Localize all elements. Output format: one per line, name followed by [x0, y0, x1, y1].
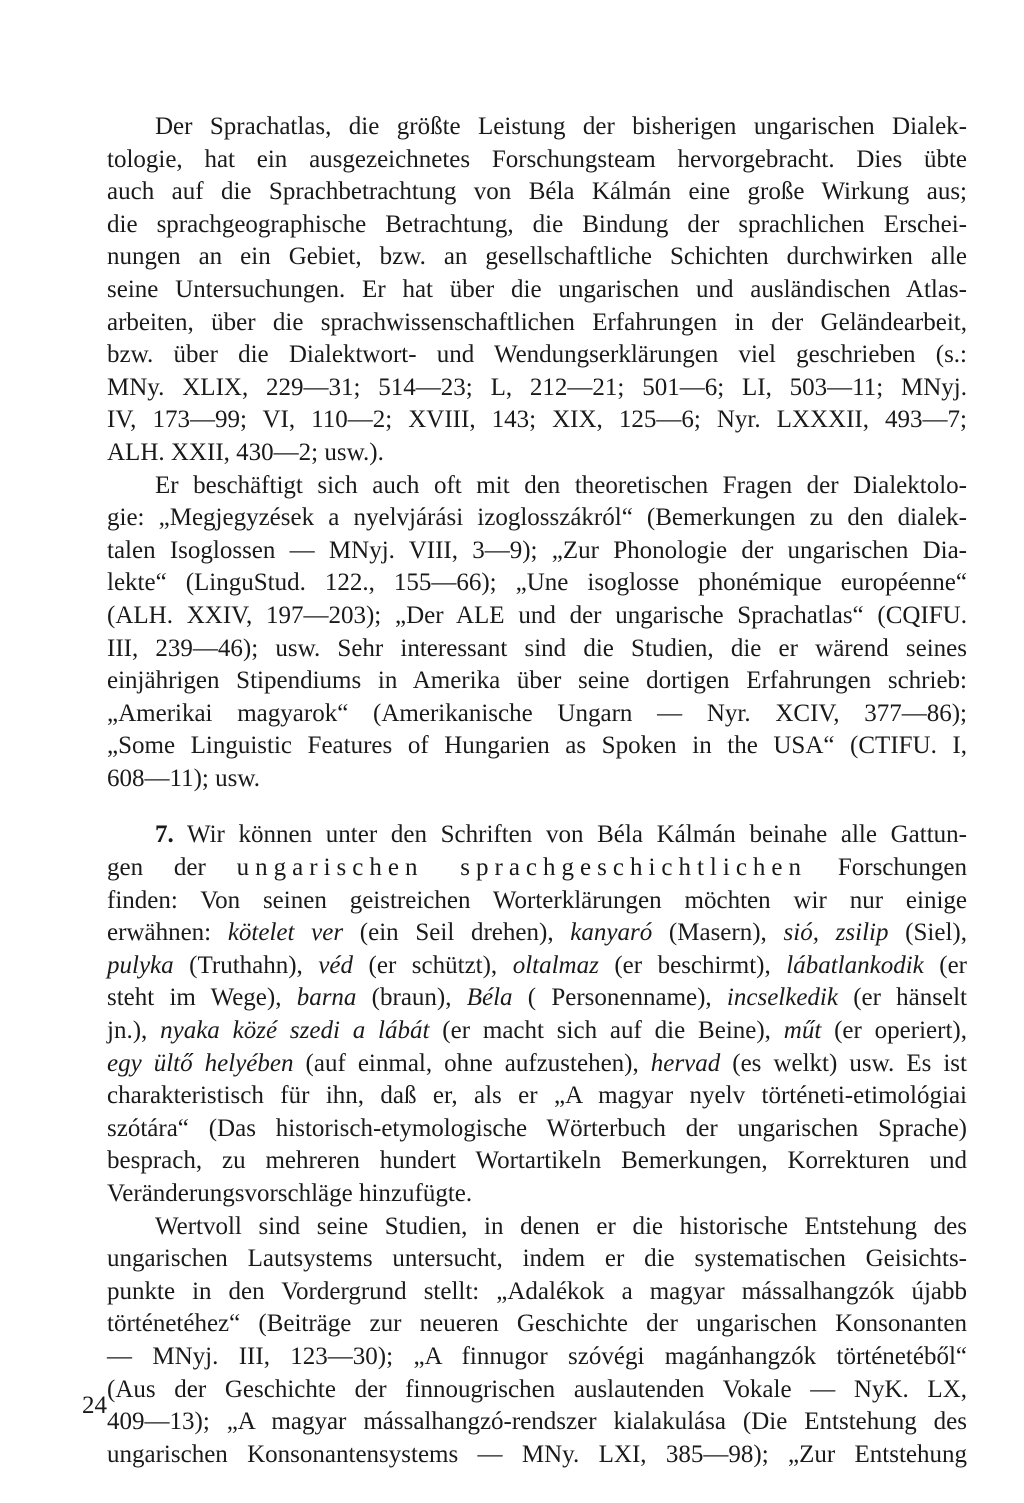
spaced-emphasis: ungarischen sprachgeschichtlichen — [236, 854, 808, 882]
section-first-line — [107, 819, 967, 852]
text-segment: Forschungen — [807, 854, 968, 882]
text-line: lekte“ (LinguStud. 122., 155—66); „Une isoglosse phonémique européenne“ — [107, 569, 967, 597]
text-line — [107, 982, 967, 1015]
text-line: 608—11); usw. — [107, 764, 261, 792]
text-line: „Amerikai magyarok“ (Amerikanische Ungarn — Nyr. XCIV, 377—86); — [107, 699, 967, 727]
text-segment: (es welkt) usw. Es ist — [720, 1049, 967, 1077]
text-segment: (Masern), — [652, 919, 784, 947]
text-line: besprach, zu mehreren hundert Wortartikeln Bemerkungen, Korrekturen und — [107, 1147, 967, 1175]
italic-term: kanyaró — [570, 919, 653, 947]
text-line: nungen an ein Gebiet, bzw. an gesellschaftliche Schichten durchwirken alle — [107, 243, 967, 271]
text-line: „Some Linguistic Features of Hungarien as Spoken in the USA“ (CTIFU. I, — [107, 732, 967, 760]
section-gap — [107, 795, 967, 819]
text-line: die sprachgeographische Betrachtung, die Bindung der sprachlichen Erschei- — [107, 210, 967, 238]
text-segment: (braun), — [356, 984, 467, 1012]
text-line: tologie, hat ein ausgezeichnetes Forschungsteam hervorgebracht. Dies übte — [107, 145, 967, 173]
italic-term: incselkedik — [726, 984, 838, 1012]
section-second-line — [107, 852, 967, 885]
body-text — [107, 111, 967, 1471]
text-segment: (er macht sich auf die Beine), — [429, 1017, 784, 1045]
italic-term: nyaka közé szedi a lábát — [160, 1017, 430, 1045]
text-line: Er beschäftigt sich auch oft mit den theoretischen Fragen der Dialektolo- — [155, 471, 967, 499]
section-first-line-text: Wir können unter den Schriften von Béla Kálmán beinahe alle Gattun- — [173, 821, 967, 849]
text-line: charakteristisch für ihn, daß er, als er „A magyar nyelv történeti-etimológiai — [107, 1082, 967, 1110]
text-segment: (er beschirmt), — [598, 951, 787, 979]
text-line: auch auf die Sprachbetrachtung von Béla Kálmán eine große Wirkung aus; — [107, 178, 967, 206]
text-line: talen Isoglossen — MNyj. VIII, 3—9); „Zur Phonologie der ungarischen Dia- — [107, 536, 967, 564]
section-number: 7. — [155, 821, 174, 849]
text-line: 409—13); „A magyar mássalhangzó-rendszer kialakulása (Die Entstehung des — [107, 1408, 967, 1436]
text-line: bzw. über die Dialektwort- und Wendungserklärungen viel geschrieben (s.: — [107, 341, 967, 369]
italic-term: műt — [783, 1017, 822, 1045]
text-line: történetéhez“ (Beiträge zur neueren Geschichte der ungarischen Konsonanten — [107, 1310, 967, 1338]
text-line: Veränderungsvorschläge hinzufügte. — [107, 1180, 473, 1207]
text-line: (ALH. XXIV, 197—203); „Der ALE und der ungarische Sprachatlas“ (CQIFU. — [107, 601, 967, 629]
italic-term: Béla — [466, 984, 513, 1012]
text-segment: (er hänselt — [837, 984, 967, 1012]
text-segment: ( Personenname), — [512, 984, 727, 1012]
text-line: MNy. XLIX, 229—31; 514—23; L, 212—21; 501—6; LI, 503—11; MNyj. — [107, 373, 967, 401]
text-line: finden: Von seinen geistreichen Worterklärungen möchten wir nur einige — [107, 886, 967, 914]
text-segment: (auf einmal, ohne aufzustehen), — [293, 1049, 651, 1077]
text-line: szótára“ (Das historisch-etymologische Wörterbuch der ungarischen Sprache) — [107, 1114, 967, 1142]
text-segment: (ein Seil drehen), — [343, 919, 571, 947]
text-line: — MNyj. III, 123—30); „A finnugor szóvégi magánhangzók történetéből“ — [107, 1342, 967, 1370]
text-segment: (Siel), — [888, 919, 967, 947]
text-line: punkte in den Vordergrund stellt: „Adalékok a magyar mássalhangzók újabb — [107, 1277, 967, 1305]
italic-term: véd — [318, 951, 354, 979]
italic-term: kötelet ver — [227, 919, 344, 947]
text-segment: gen der — [107, 854, 237, 882]
text-line: gie: „Megjegyzések a nyelvjárási izoglosszákról“ (Bemerkungen zu den dialek- — [107, 504, 967, 532]
text-line: Wertvoll sind seine Studien, in denen er die historische Entstehung des — [155, 1212, 967, 1240]
text-line: Der Sprachatlas, die größte Leistung der bisherigen ungarischen Dialek- — [155, 113, 967, 140]
text-line: (Aus der Geschichte der finnougrischen auslautenden Vokale — NyK. LX, — [107, 1375, 967, 1403]
italic-term: pulyka — [107, 951, 174, 979]
text-line: ungarischen Konsonantensystems — MNy. LXI, 385—98); „Zur Entstehung — [107, 1440, 967, 1468]
text-segment: (Truthahn), — [173, 951, 319, 979]
text-line: III, 239—46); usw. Sehr interessant sind die Studien, die er wärend seines — [107, 634, 967, 662]
text-segment: (er — [923, 951, 968, 979]
text-line: einjährigen Stipendiums in Amerika über seine dortigen Erfahrungen schrieb: — [107, 667, 967, 695]
text-line — [107, 950, 967, 983]
text-line — [107, 1048, 967, 1081]
text-segment: jn.), — [107, 1017, 161, 1045]
text-line: seine Untersuchungen. Er hat über die ungarischen und ausländischen Atlas- — [107, 275, 967, 303]
italic-term: lábatlankodik — [786, 951, 924, 979]
text-segment: steht im Wege), — [107, 984, 297, 1012]
text-line: ungarischen Lautsystems untersucht, indem er die systematischen Geisichts- — [107, 1245, 967, 1273]
text-line: arbeiten, über die sprachwissenschaftlichen Erfahrungen in der Geländearbeit, — [107, 308, 967, 336]
italic-term: hervad — [650, 1049, 721, 1077]
text-segment: erwähnen: — [107, 919, 228, 947]
italic-term: oltalmaz — [512, 951, 599, 979]
text-segment: (er schützt), — [353, 951, 513, 979]
text-line: IV, 173—99; VI, 110—2; XVIII, 143; XIX, 125—6; Nyr. LXXXII, 493—7; — [107, 406, 967, 434]
italic-term: egy ültő helyében — [107, 1049, 294, 1077]
text-line: ALH. XXII, 430—2; usw.). — [107, 438, 384, 466]
text-line — [107, 1015, 967, 1048]
italic-term: barna — [296, 984, 357, 1012]
text-segment: (er operiert), — [821, 1017, 967, 1045]
text-line — [107, 917, 967, 950]
page-number: 24 — [82, 1392, 107, 1419]
italic-term: sió, zsilip — [783, 919, 889, 947]
